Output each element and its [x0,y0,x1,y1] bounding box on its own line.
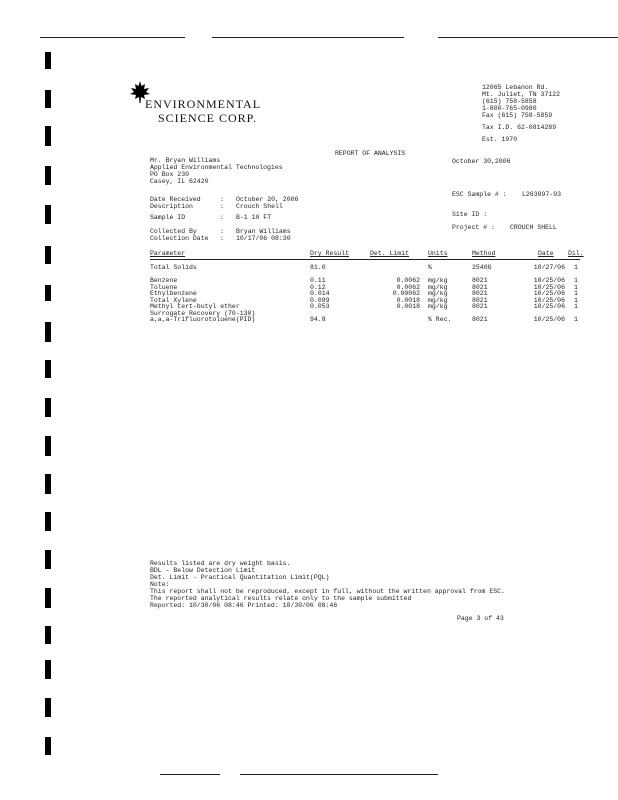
header-det-limit: Det. Limit [370,250,410,257]
footer-notes [150,560,505,609]
sample-field [150,235,209,242]
header-parameter: Parameter [150,250,186,257]
note-line: BDL - Below Detection Limit [150,567,256,574]
client-line: Casey, IL 62420 [150,178,209,185]
cell-dry-result: 0.053 [310,303,330,310]
header-dry-result: Dry Result [310,250,350,257]
esc-sample-label: ESC Sample # : [452,191,507,198]
cell-units: mg/kg [428,277,448,284]
sample-field [150,214,185,221]
header-dil: Dil. [568,250,584,257]
top-rule-right [438,37,618,38]
company-name-line1: ENVIRONMENTAL [145,97,262,111]
project-label: Project # : [452,224,495,231]
cell-parameter: Total Xylene [150,296,197,304]
cell-parameter: Surrogate Recovery (70-130) [150,309,256,317]
project-value: CROUCH SHELL [510,224,557,231]
cell-date: 10/25/06 [533,316,565,323]
cell-method: 8021 [472,277,488,284]
cell-method: 8021 [472,316,488,323]
cell-date: 10/27/06 [533,264,565,271]
page-number: Page 3 of 43 [457,615,504,622]
cell-date: 10/25/06 [533,277,565,284]
field-sep: : [220,203,224,210]
client-line: PO Box 230 [150,171,190,178]
cell-method: 8021 [472,303,488,310]
top-rule-left [40,37,185,38]
cell-dry-result: 81.0 [310,264,326,271]
field-value: Crouch Shell [236,203,283,210]
tax-id: Tax I.D. 62-0814289 [482,124,557,131]
address-line: 1-800-765-0980 [482,105,537,112]
cell-parameter: Toluene [150,283,178,291]
cell-dry-result: 0.11 [310,277,326,284]
esc-sample-value: L263897-03 [522,191,562,198]
note-line: Note: [150,581,170,588]
field-value: B-1 10 FT [236,214,272,221]
cell-dry-result: 0.014 [310,290,330,297]
note-line: Results listed are dry weight basis. [150,560,291,567]
cell-parameter: a,a,a-Trifluorotoluene(PID) [150,316,256,323]
table-body [150,264,580,323]
field-label: Description [150,203,193,210]
field-label: Collection Date [150,235,209,242]
cell-dil: 1 [574,277,578,284]
cell-dil: 1 [574,290,578,297]
cell-units: mg/kg [428,303,448,310]
cell-method: 8021 [472,290,488,297]
header-date: Date [538,250,554,257]
cell-parameter: Ethylbenzene [150,290,197,297]
cell-dry-result: 0.12 [310,283,326,291]
cell-date: 10/25/06 [533,290,565,297]
field-sep: : [220,196,224,203]
header-method: Method [472,250,496,257]
cell-units: % Rec. [428,316,452,323]
field-sep: : [220,228,224,235]
field-label: Date Received [150,196,201,203]
sample-field [150,228,197,235]
cell-units: % [428,264,432,271]
cell-det-limit: 0.0018 [396,303,420,310]
cell-date: 10/25/06 [533,303,565,310]
address-line: Fax (615) 758-5859 [482,112,553,119]
field-sep: : [220,235,224,242]
address-line: (615) 758-5858 [482,98,537,105]
cell-det-limit: 0.0062 [396,283,420,291]
top-rule-mid [212,37,404,38]
cell-dil: 1 [574,303,578,310]
header-rule [150,259,580,260]
sample-field [150,196,201,203]
field-value: October 20, 2006 [236,196,299,203]
cell-parameter: Methyl tert-butyl ether [150,303,240,310]
field-value: 10/17/06 08:30 [236,235,291,242]
table-header [150,250,584,259]
cell-dil: 1 [574,316,578,323]
note-line: The reported analytical results relate only to the sample submitted [150,595,412,602]
cell-method: 8021 [472,296,488,304]
client-line: Mr. Bryan Williams [150,157,221,164]
established: Est. 1970 [482,136,518,143]
cell-units: mg/kg [428,283,448,291]
cell-dil: 1 [574,296,578,304]
company-address [482,84,560,143]
site-id-label: Site ID : [452,211,488,218]
cell-parameter: Benzene [150,277,178,284]
results-table [150,250,584,323]
cell-det-limit: 0.0018 [396,296,420,304]
cell-date: 10/25/06 [533,296,565,304]
cell-dry-result: 0.089 [310,296,330,304]
note-line: Reported: 10/30/06 08:46 Printed: 10/30/06 08:46 [150,602,338,609]
field-value: Bryan Williams [236,228,291,235]
field-label: Sample ID [150,214,186,221]
cell-dry-result: 94.8 [310,316,326,323]
client-line: Applied Environmental Technologies [150,164,283,171]
cell-dil: 1 [574,283,578,291]
cell-method: 8021 [472,283,488,291]
header-units: Units [428,250,448,257]
cell-dil: 1 [574,264,578,271]
address-line: 12065 Lebanon Rd. [482,84,549,91]
company-name-line2: SCIENCE CORP. [158,111,258,125]
address-line: Mt. Juliet, TN 37122 [482,91,561,98]
cell-method: 2540G [472,264,492,271]
cell-det-limit: 0.00062 [392,290,420,297]
cell-units: mg/kg [428,290,448,297]
report-date: October 30,2006 [452,158,511,165]
note-line: This report shall not be reproduced, except in full, without the written approval from ESC. [150,588,505,595]
note-line: Det. Limit - Practical Quantitation Limit(PQL) [150,574,330,581]
sample-field [150,203,193,210]
cell-date: 10/25/06 [533,283,565,291]
field-label: Collected By [150,228,197,235]
client-address [150,157,283,185]
bottom-rule-right [240,774,438,775]
field-sep: : [220,214,224,221]
cell-parameter: Total Solids [150,264,197,271]
cell-det-limit: 0.0062 [396,277,420,284]
cell-units: mg/kg [428,296,448,304]
report-title: REPORT OF ANALYSIS [335,150,406,157]
bottom-rule-left [160,774,220,775]
table-row [150,316,580,323]
